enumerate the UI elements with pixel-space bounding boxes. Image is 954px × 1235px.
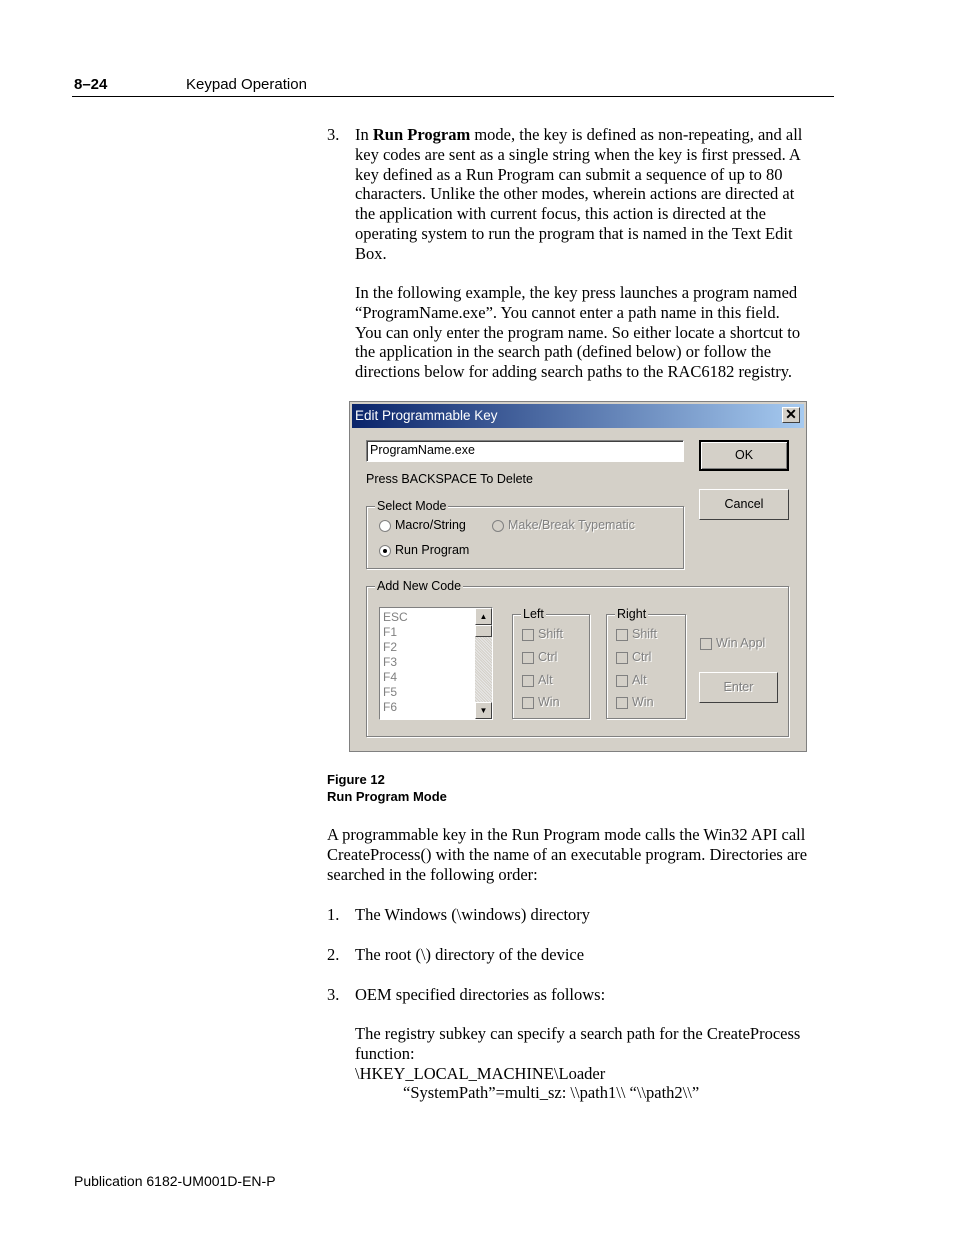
figure-label: Figure 12: [327, 772, 385, 787]
item-3-line-6: Box.: [355, 243, 387, 263]
right-modifiers-group: [606, 607, 686, 719]
left-legend: Left: [523, 607, 544, 621]
publication-footer: Publication 6182-UM001D-EN-P: [74, 1173, 276, 1189]
registry-paragraph: [355, 1024, 835, 1103]
figure-caption: Run Program Mode: [327, 789, 447, 804]
left-ctrl-checkbox[interactable]: [522, 652, 534, 664]
dialog-titlebar: [352, 404, 804, 428]
left-win-label: Win: [538, 695, 560, 709]
example-line-4: directions below for adding search paths to the RAC6182 registry.: [355, 362, 793, 382]
list-item[interactable]: F6: [383, 700, 398, 714]
backspace-hint: Press BACKSPACE To Delete: [366, 472, 533, 486]
registry-system-path: “SystemPath”=multi_sz: \\path1\\ “\\path2\\”: [403, 1083, 700, 1103]
list-item[interactable]: ESC: [383, 610, 408, 624]
item-3-paragraph: [355, 125, 835, 264]
win-appl-label: Win Appl: [716, 636, 766, 650]
right-ctrl-checkbox[interactable]: [616, 652, 628, 664]
header-rule: [72, 96, 834, 97]
select-mode-legend: Select Mode: [377, 499, 447, 513]
right-alt-label: Alt: [632, 673, 647, 687]
list-item-3-number: 3.: [327, 985, 340, 1004]
item-3-intro: In: [355, 125, 373, 144]
right-shift-label: Shift: [632, 627, 658, 641]
list-item-3-text: OEM specified directories as follows:: [355, 985, 606, 1004]
example-line-3: the application in the search path (defined below) or follow the: [355, 342, 772, 362]
scroll-up-icon[interactable]: ▲: [475, 608, 492, 625]
left-ctrl-label: Ctrl: [538, 650, 558, 664]
item-3-line-4: the application with current focus, this action is directed at the: [355, 204, 766, 224]
list-item[interactable]: F2: [383, 640, 398, 654]
right-win-checkbox[interactable]: [616, 697, 628, 709]
ok-button[interactable]: OK: [699, 440, 789, 471]
left-modifiers-group: [512, 607, 590, 719]
run-program-label: Run Program: [395, 543, 470, 557]
enter-button[interactable]: Enter: [699, 672, 778, 703]
left-alt-label: Alt: [538, 673, 553, 687]
list-item[interactable]: F5: [383, 685, 398, 699]
example-line-2: You can only enter the program name. So either locate a shortcut to: [355, 322, 801, 342]
scroll-thumb[interactable]: [475, 625, 492, 637]
list-item[interactable]: F1: [383, 625, 398, 639]
scroll-down-icon[interactable]: ▼: [475, 702, 492, 719]
item-3-line-2: key defined as a Run Program can submit a sequence of up to 80: [355, 164, 783, 184]
left-alt-checkbox[interactable]: [522, 675, 534, 687]
body-line-1: CreateProcess() with the name of an executable program. Directories are: [327, 844, 808, 864]
select-mode-group: [366, 499, 684, 569]
dialog-title: Edit Programmable Key: [355, 408, 498, 423]
close-icon[interactable]: ✕: [782, 407, 800, 423]
item-3-number: 3.: [327, 125, 340, 144]
item-3-line-5: operating system to run the program that is named in the Text Edit: [355, 223, 793, 243]
win-appl-checkbox[interactable]: [700, 638, 712, 650]
example-paragraph: [355, 283, 835, 382]
edit-programmable-key-dialog: [349, 401, 807, 752]
right-shift-checkbox[interactable]: [616, 629, 628, 641]
item-3-line-1: key codes are sent as a single string when the key is first pressed. A: [355, 144, 801, 164]
key-code-listbox[interactable]: [379, 607, 493, 720]
list-item-2-number: 2.: [327, 945, 340, 964]
body-line-0: A programmable key in the Run Program mode calls the Win32 API call: [327, 825, 806, 844]
macro-string-radio[interactable]: [379, 520, 391, 532]
left-win-checkbox[interactable]: [522, 697, 534, 709]
list-item[interactable]: F3: [383, 655, 398, 669]
item-3-line-3: characters. Unlike the other modes, wherein actions are directed at: [355, 184, 795, 204]
example-line-0: In the following example, the key press launches a program named: [355, 283, 798, 302]
add-new-code-legend: Add New Code: [377, 579, 462, 593]
right-legend: Right: [617, 607, 647, 621]
make-break-radio[interactable]: [492, 520, 504, 532]
list-item-2-text: The root (\) directory of the device: [355, 945, 585, 964]
right-ctrl-label: Ctrl: [632, 650, 652, 664]
run-program-radio[interactable]: [379, 545, 391, 557]
body-line-2: searched in the following order:: [327, 864, 538, 884]
listbox-scrollbar[interactable]: [475, 608, 492, 719]
example-line-1: “ProgramName.exe”. You cannot enter a path name in this field.: [355, 302, 780, 322]
program-name-input[interactable]: ProgramName.exe: [366, 440, 684, 462]
left-shift-checkbox[interactable]: [522, 629, 534, 641]
registry-line-1: function:: [355, 1043, 415, 1063]
section-title: Keypad Operation: [186, 76, 307, 93]
right-alt-checkbox[interactable]: [616, 675, 628, 687]
cancel-button[interactable]: Cancel: [699, 489, 789, 520]
make-break-label: Make/Break Typematic: [508, 518, 635, 532]
page-number: 8–24: [74, 76, 108, 93]
list-item-1-number: 1.: [327, 905, 340, 924]
list-item-1-text: The Windows (\windows) directory: [355, 905, 591, 924]
registry-line-2: \HKEY_LOCAL_MACHINE\Loader: [355, 1063, 606, 1083]
left-shift-label: Shift: [538, 627, 564, 641]
body-paragraph: [327, 825, 837, 884]
item-3-bold: Run Program: [372, 125, 471, 144]
registry-line-0: The registry subkey can specify a search path for the CreateProcess: [355, 1024, 801, 1043]
list-item[interactable]: F4: [383, 670, 398, 684]
right-win-label: Win: [632, 695, 654, 709]
macro-string-label: Macro/String: [395, 518, 466, 532]
item-3-line-0: mode, the key is defined as non-repeating, and all: [470, 125, 803, 144]
